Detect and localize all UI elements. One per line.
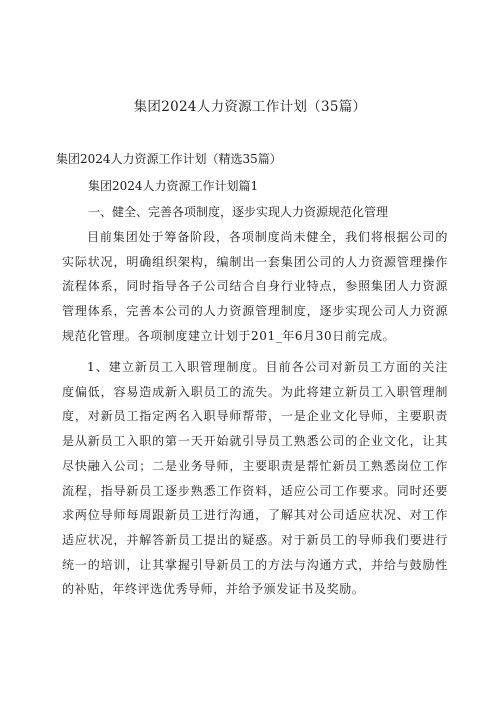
- body-paragraph: 1、建立新员工入职管理制度。目前各公司对新员工方面的关注度偏低，容易造成新入职员工的流失。为此将建立新员工入职管理制度，对新员工指定两名入职导师帮带，一是企业文化导师，主要职责是从新员工入职的第一天开始就引导员工熟悉公司的企业文化，让其尽快融入公司；二是业务导师，主要职责是帮忙新员工熟悉岗位工作流程，指导新员工逐步熟悉工作资料，适应公司工作要求。同时还要求两位导师每周跟新员工进行沟通，了解其对公司适应状况、对工作适应状况，并解答新员工提出的疑惑。对于新员工的导师我们要进行统一的培训，让其掌握引导新员工的方法与沟通方式，并给与鼓励性的补贴，年终评选优秀导师，并给予颁发证书及奖励。: [62, 360, 448, 597]
- body-paragraph: 目前集团处于筹备阶段，各项制度尚未健全，我们将根据公司的实际状况，明确组织架构，编制出一套集团公司的人力资源管理操作流程体系，同时指导各子公司结合自身行业特点，参照集团人力资源管理体系，完善本公司的人力资源管理制度，逐步实现公司人力资源规范化管理。各项制度建立计划于201_年6月30日前完成。: [62, 230, 448, 343]
- document-title: 集团2024人力资源工作计划（35篇）: [133, 99, 367, 115]
- section-heading: 一、健全、完善各项制度，逐步实现人力资源规范化管理: [88, 205, 389, 219]
- part-title: 集团2024人力资源工作计划篇1: [88, 179, 259, 193]
- document-subtitle: 集团2024人力资源工作计划（精选35篇）: [56, 152, 282, 166]
